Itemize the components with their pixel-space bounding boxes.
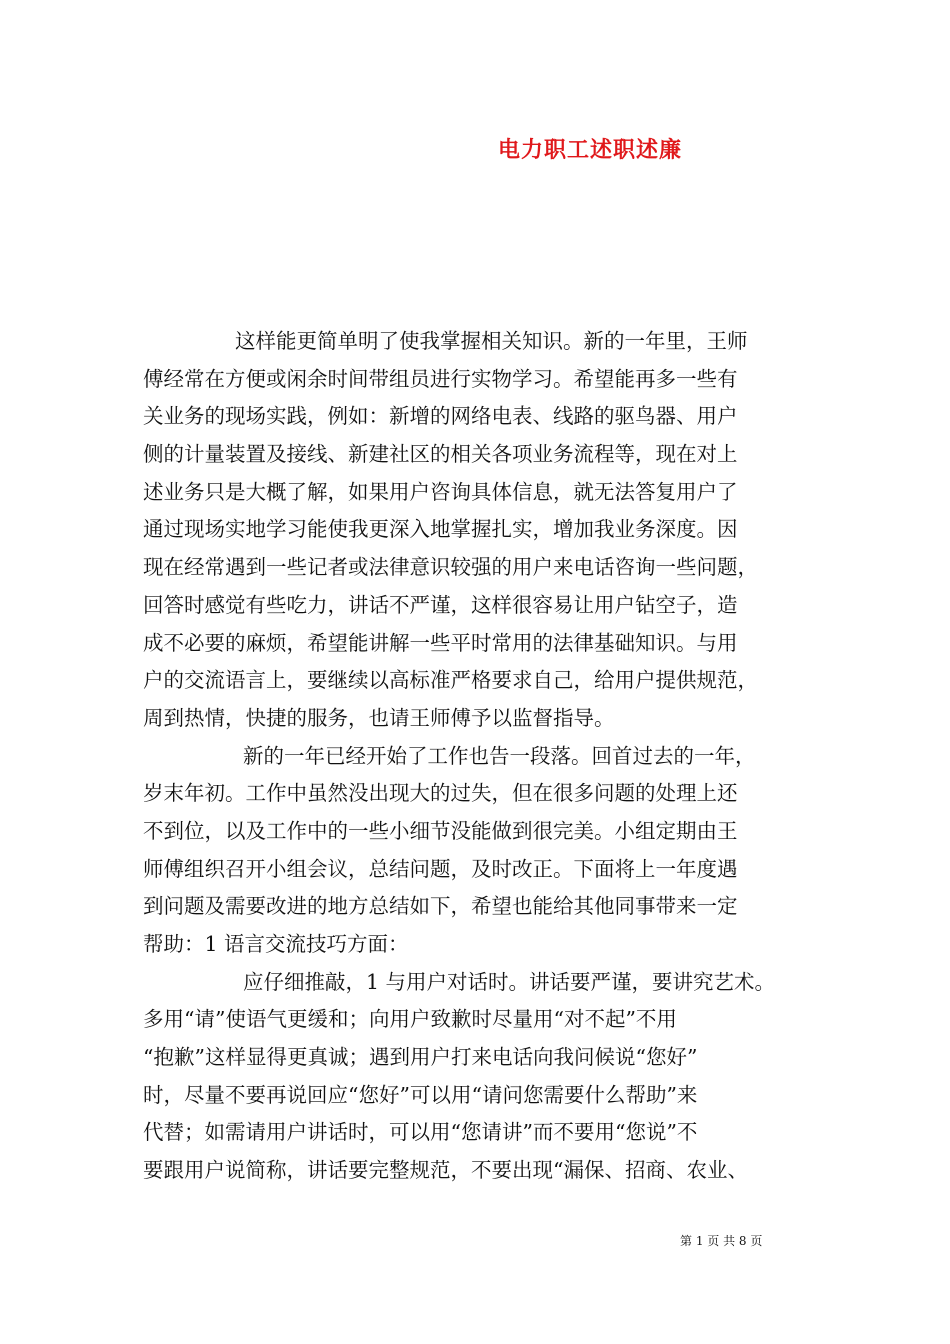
- text-line: 这样能更简单明了使我掌握相关知识。新的一年里，王师: [235, 329, 748, 353]
- document-title: 电力职工述职述廉: [497, 137, 682, 163]
- text-line: 周到热情，快捷的服务，也请王师傅予以监督指导。: [143, 705, 615, 730]
- text-line: 侧的计量装置及接线、新建社区的相关各项业务流程等，现在对上: [143, 442, 738, 467]
- text-line: 关业务的现场实践，例如：新增的网络电表、线路的驱鸟器、用户: [143, 404, 738, 429]
- text-line: 通过现场实地学习能使我更深入地掌握扎实，增加我业务深度。因: [143, 517, 738, 542]
- document-body: [143, 323, 815, 1190]
- text-line: 要跟用户说简称，讲话要完整规范，不要出现“漏保、招商、农业、: [143, 1158, 748, 1183]
- text-line: 回答时感觉有些吃力，讲话不严谨，这样很容易让用户钻空子，造: [143, 592, 738, 617]
- text-line: 应仔细推敲，1 与用户对话时。讲话要严谨，要讲究艺术。: [243, 969, 776, 994]
- text-line: 户的交流语言上，要继续以高标准严格要求自己，给用户提供规范，: [143, 668, 758, 693]
- text-line: 时，尽量不要再说回应“您好”可以用“请问您需要什么帮助”来: [143, 1082, 698, 1107]
- text-line: 岁末年初。工作中虽然没出现大的过失，但在很多问题的处理上还: [143, 781, 738, 806]
- text-line: “抱歉”这样显得更真诚；遇到用户打来电话向我问候说“您好”: [143, 1045, 698, 1070]
- text-line: 傅经常在方便或闲余时间带组员进行实物学习。希望能再多一些有: [143, 366, 738, 391]
- text-line: 新的一年已经开始了工作也告一段落。回首过去的一年，: [243, 743, 756, 768]
- text-line: 述业务只是大概了解，如果用户咨询具体信息，就无法答复用户了: [143, 479, 738, 504]
- page-number-footer: 第 1 页 共 8 页: [680, 1234, 763, 1248]
- text-line: 代替；如需请用户讲话时，可以用“您请讲”而不要用“您说”不: [143, 1120, 698, 1145]
- text-line: 到问题及需要改进的地方总结如下，希望也能给其他同事带来一定: [143, 894, 738, 919]
- text-line: 帮助：1 语言交流技巧方面：: [143, 932, 409, 956]
- text-line: 多用“请”使语气更缓和；向用户致歉时尽量用“对不起”不用: [143, 1007, 677, 1032]
- text-line: 成不必要的麻烦，希望能讲解一些平时常用的法律基础知识。与用: [143, 630, 738, 655]
- text-line: 不到位，以及工作中的一些小细节没能做到很完美。小组定期由王: [143, 818, 738, 843]
- text-line: 师傅组织召开小组会议，总结问题，及时改正。下面将上一年度遇: [143, 856, 738, 881]
- text-line: 现在经常遇到一些记者或法律意识较强的用户来电话咨询一些问题，: [143, 555, 758, 580]
